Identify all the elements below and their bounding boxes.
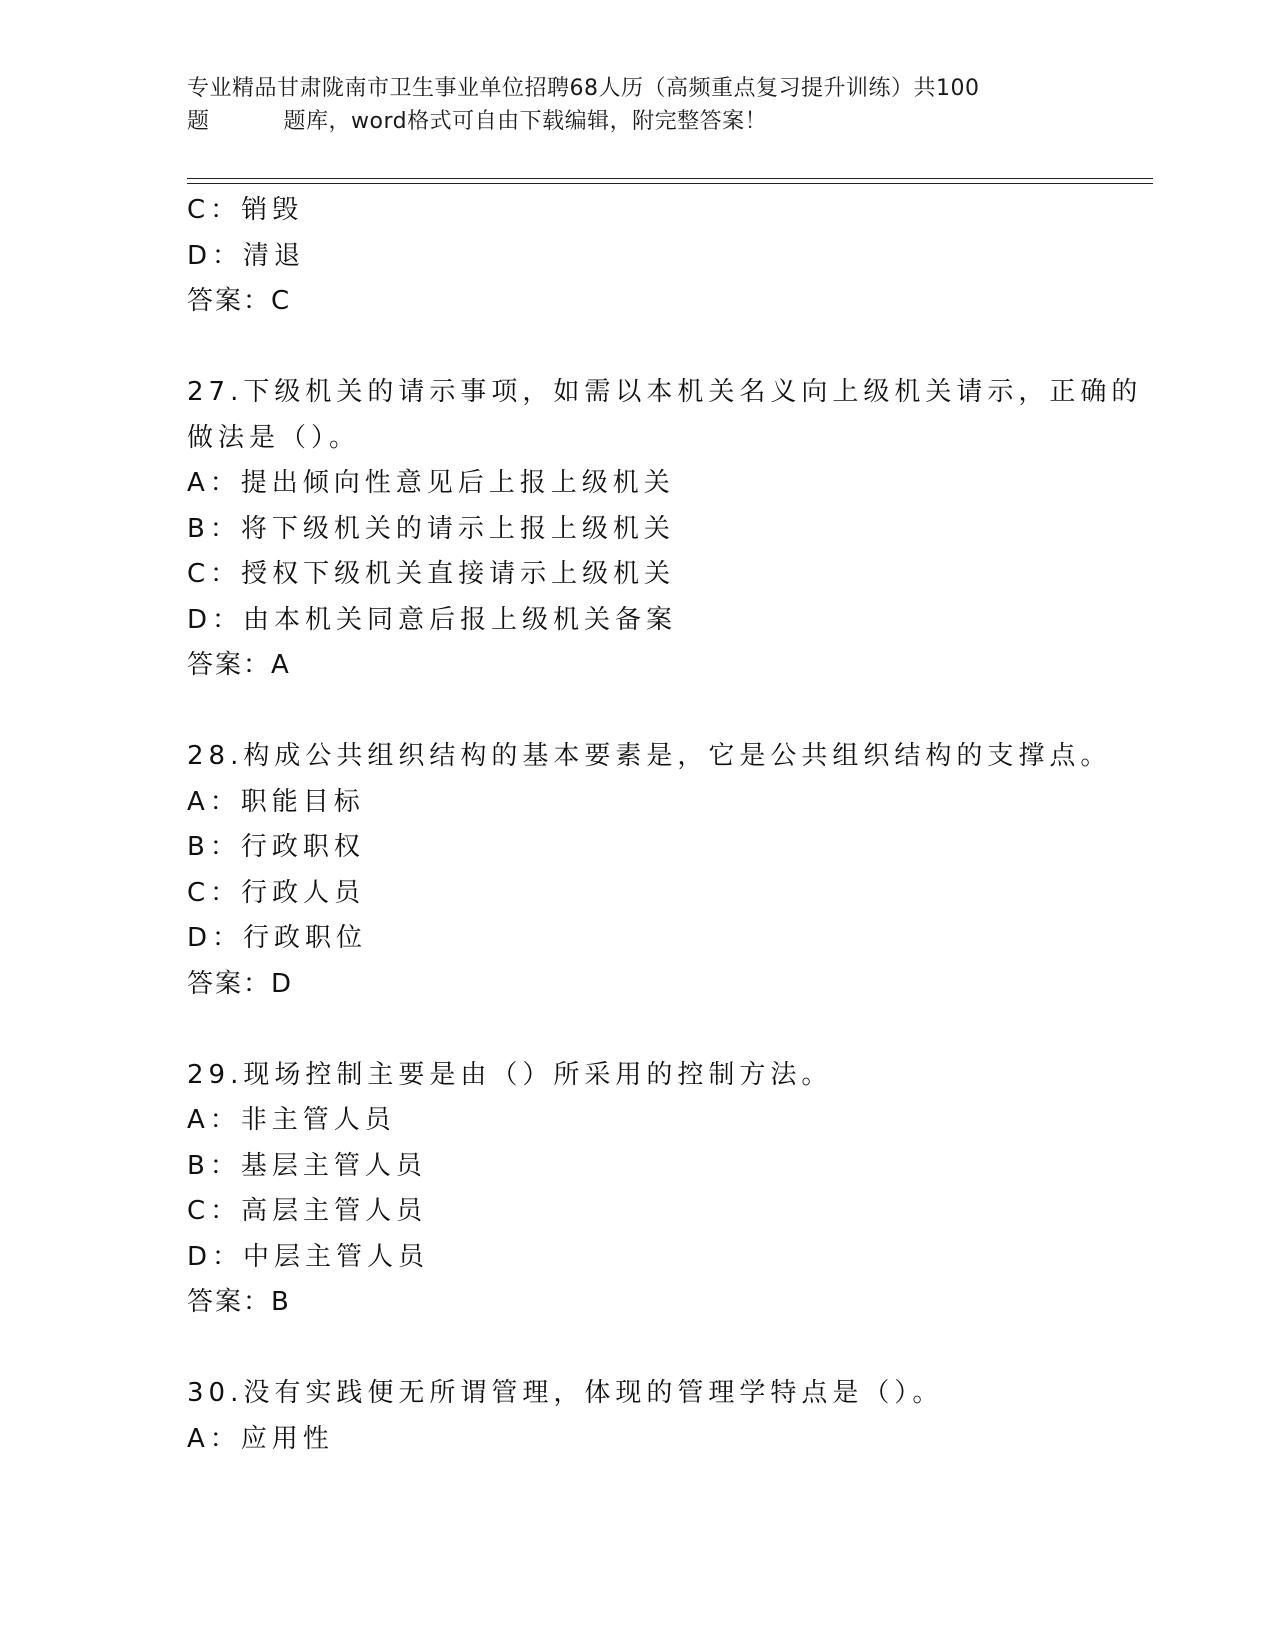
option-d: D：清退 — [187, 240, 306, 271]
option-c: C：高层主管人员 — [187, 1196, 428, 1226]
question-spacer — [187, 1326, 1167, 1372]
option-c: C：行政人员 — [187, 877, 366, 908]
question-text: 27.下级机关的请示事项，如需以本机关名义向上级机关请示，正确的 — [187, 377, 1143, 407]
document-header — [187, 72, 1167, 138]
question-text: 29.现场控制主要是由（）所采用的控制方法。 — [187, 1059, 833, 1090]
header-divider-bottom — [187, 183, 1153, 184]
option-a: A：应用性 — [187, 1423, 334, 1454]
answer-line: 答案：D — [187, 968, 294, 999]
option-a: A：职能目标 — [187, 786, 365, 817]
question-spacer — [187, 689, 1167, 735]
option-c: C：销毁 — [187, 195, 304, 225]
question-text: 28.构成公共组织结构的基本要素是，它是公共组织结构的支撑点。 — [187, 741, 1112, 771]
option-b: B：行政职权 — [187, 832, 365, 862]
question-27 — [187, 370, 1167, 689]
header-divider-top — [187, 178, 1153, 179]
question-text: 30.没有实践便无所谓管理，体现的管理学特点是（）。 — [187, 1378, 944, 1408]
answer-line: 答案：C — [187, 286, 292, 316]
option-d: D：行政职位 — [187, 923, 368, 953]
question-fragment-26 — [187, 188, 1167, 325]
document-body — [187, 188, 1167, 1462]
question-29 — [187, 1053, 1167, 1326]
header-title-line1: 专业精品甘肃陇南市卫生事业单位招聘68人历（高频重点复习提升训练）共100 — [187, 76, 980, 101]
option-a: A：非主管人员 — [187, 1105, 396, 1135]
question-spacer — [187, 325, 1167, 371]
answer-line: 答案：B — [187, 1287, 291, 1317]
answer-line: 答案：A — [187, 650, 291, 680]
header-title-line2-right: 题库，word格式可自由下载编辑，附完整答案！ — [283, 109, 768, 134]
option-b: B：将下级机关的请示上报上级机关 — [187, 513, 675, 544]
option-d: D：中层主管人员 — [187, 1241, 430, 1272]
option-d: D：由本机关同意后报上级机关备案 — [187, 604, 678, 635]
header-title-line2-left: 题 — [187, 109, 210, 134]
option-a: A：提出倾向性意见后上报上级机关 — [187, 468, 675, 498]
option-b: B：基层主管人员 — [187, 1150, 427, 1181]
question-spacer — [187, 1007, 1167, 1053]
header-title-line2 — [187, 105, 1167, 138]
option-c: C：授权下级机关直接请示上级机关 — [187, 559, 676, 589]
question-text-continued: 做法是（）。 — [187, 422, 361, 453]
question-30 — [187, 1371, 1167, 1462]
question-28 — [187, 734, 1167, 1007]
